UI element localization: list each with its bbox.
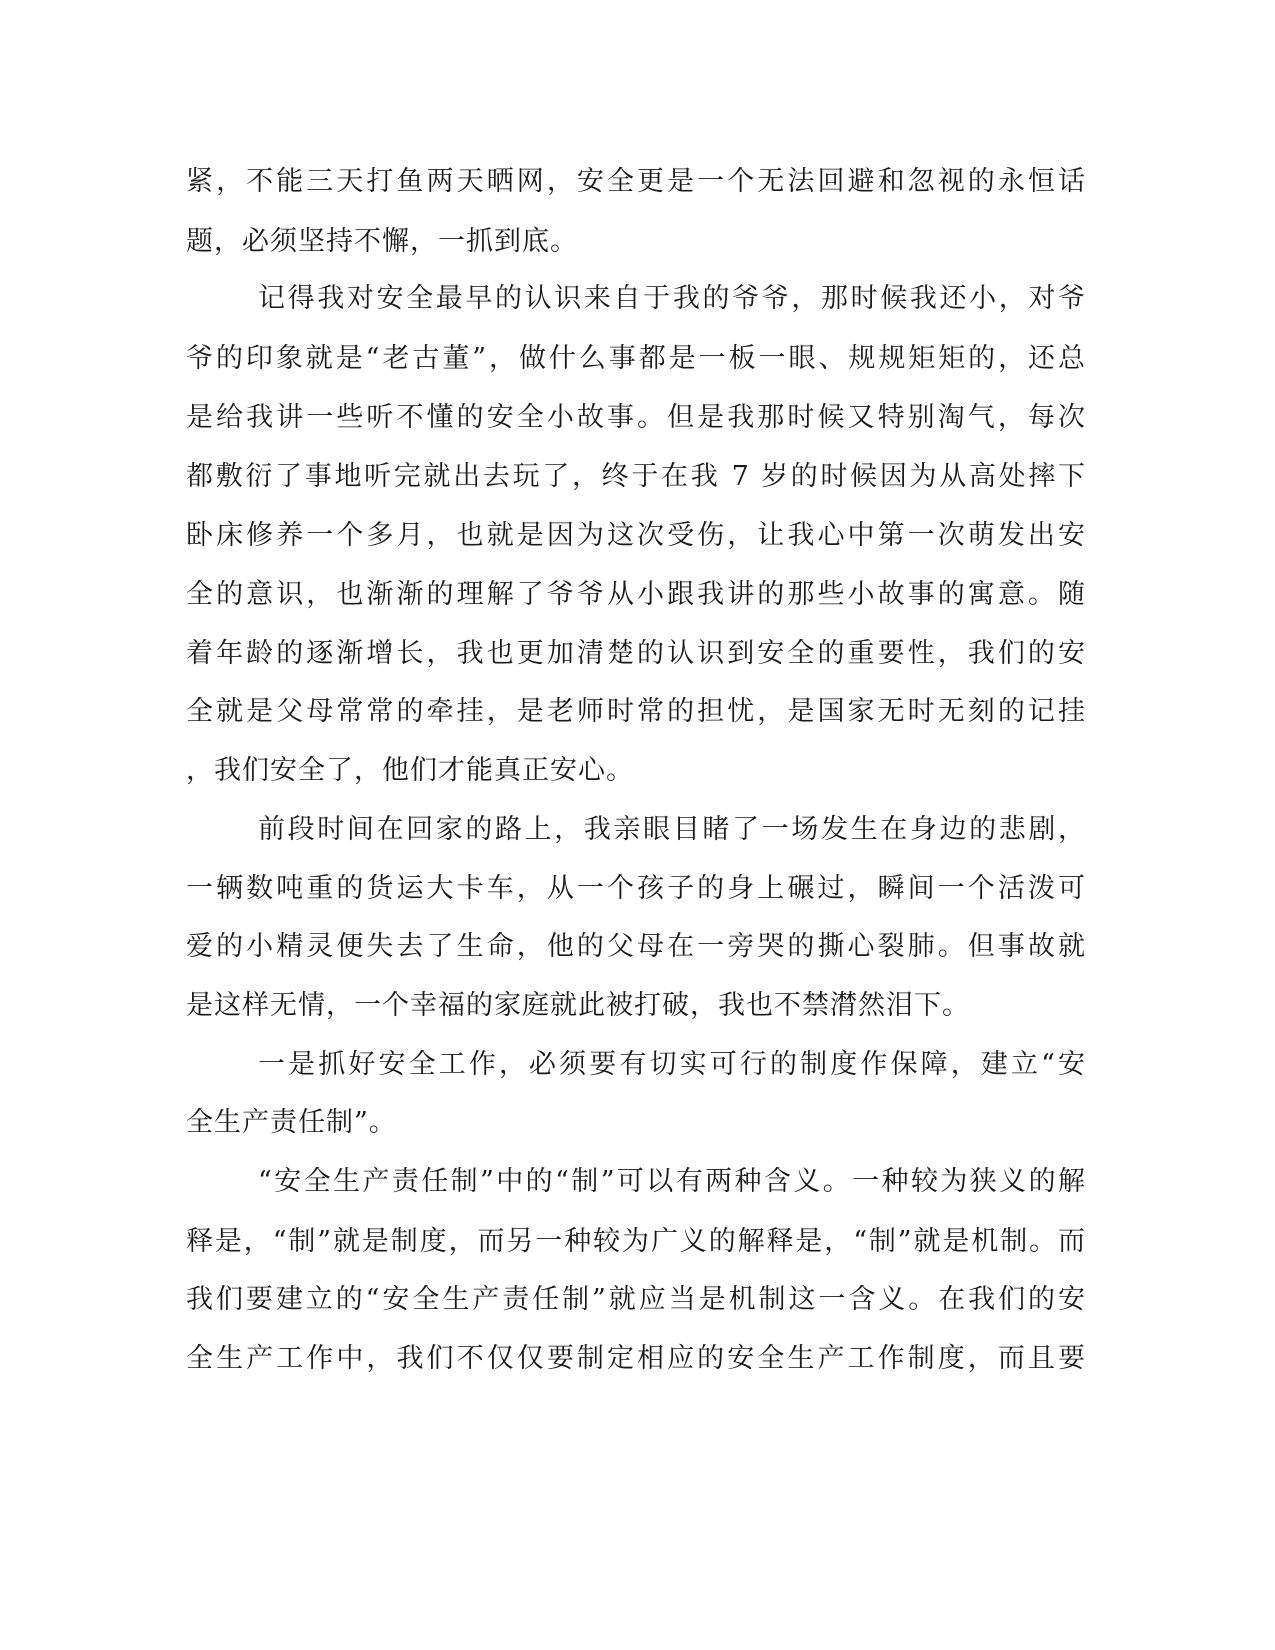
text-line: 全的意识，也渐渐的理解了爷爷从小跟我讲的那些小故事的寓意。随: [186, 579, 1086, 610]
text-line: 紧，不能三天打鱼两天晒网，安全更是一个无法回避和忽视的永恒话: [186, 166, 1086, 197]
text-line: 爱的小精灵便失去了生命，他的父母在一旁哭的撕心裂肺。但事故就: [186, 931, 1086, 962]
text-line: 释是，“制”就是制度，而另一种较为广义的解释是，“制”就是机制。而: [186, 1226, 1086, 1257]
text-line: ，我们安全了，他们才能真正安心。: [186, 755, 634, 786]
text-line: 都敷衍了事地听完就出去玩了，终于在我 7 岁的时候因为从高处摔下: [186, 461, 1086, 492]
text-line: 是给我讲一些听不懂的安全小故事。但是我那时候又特别淘气，每次: [186, 402, 1086, 433]
text-line: 我们要建立的“安全生产责任制”就应当是机制这一含义。在我们的安: [186, 1284, 1086, 1315]
text-line: 题，必须坚持不懈，一抓到底。: [186, 226, 578, 257]
text-line: 是这样无情，一个幸福的家庭就此被打破，我也不禁潸然泪下。: [186, 990, 970, 1021]
text-line: 一是抓好安全工作，必须要有切实可行的制度作保障，建立“安: [258, 1049, 1086, 1080]
text-line: 全生产工作中，我们不仅仅要制定相应的安全生产工作制度，而且要: [186, 1343, 1086, 1374]
text-line: 卧床修养一个多月，也就是因为这次受伤，让我心中第一次萌发出安: [186, 520, 1086, 551]
text-line: 记得我对安全最早的认识来自于我的爷爷，那时候我还小，对爷: [258, 283, 1086, 314]
text-line: 着年龄的逐渐增长，我也更加清楚的认识到安全的重要性，我们的安: [186, 638, 1086, 669]
text-line: 全就是父母常常的牵挂，是老师时常的担忧，是国家无时无刻的记挂: [186, 696, 1086, 727]
text-line: 前段时间在回家的路上，我亲眼目睹了一场发生在身边的悲剧，: [258, 814, 1086, 845]
text-line: 一辆数吨重的货运大卡车，从一个孩子的身上碾过，瞬间一个活泼可: [186, 873, 1086, 904]
text-line: “安全生产责任制”中的“制”可以有两种含义。一种较为狭义的解: [258, 1166, 1086, 1197]
text-line: 全生产责任制”。: [186, 1107, 397, 1138]
text-line: 爷的印象就是“老古董”，做什么事都是一板一眼、规规矩矩的，还总: [186, 343, 1086, 374]
